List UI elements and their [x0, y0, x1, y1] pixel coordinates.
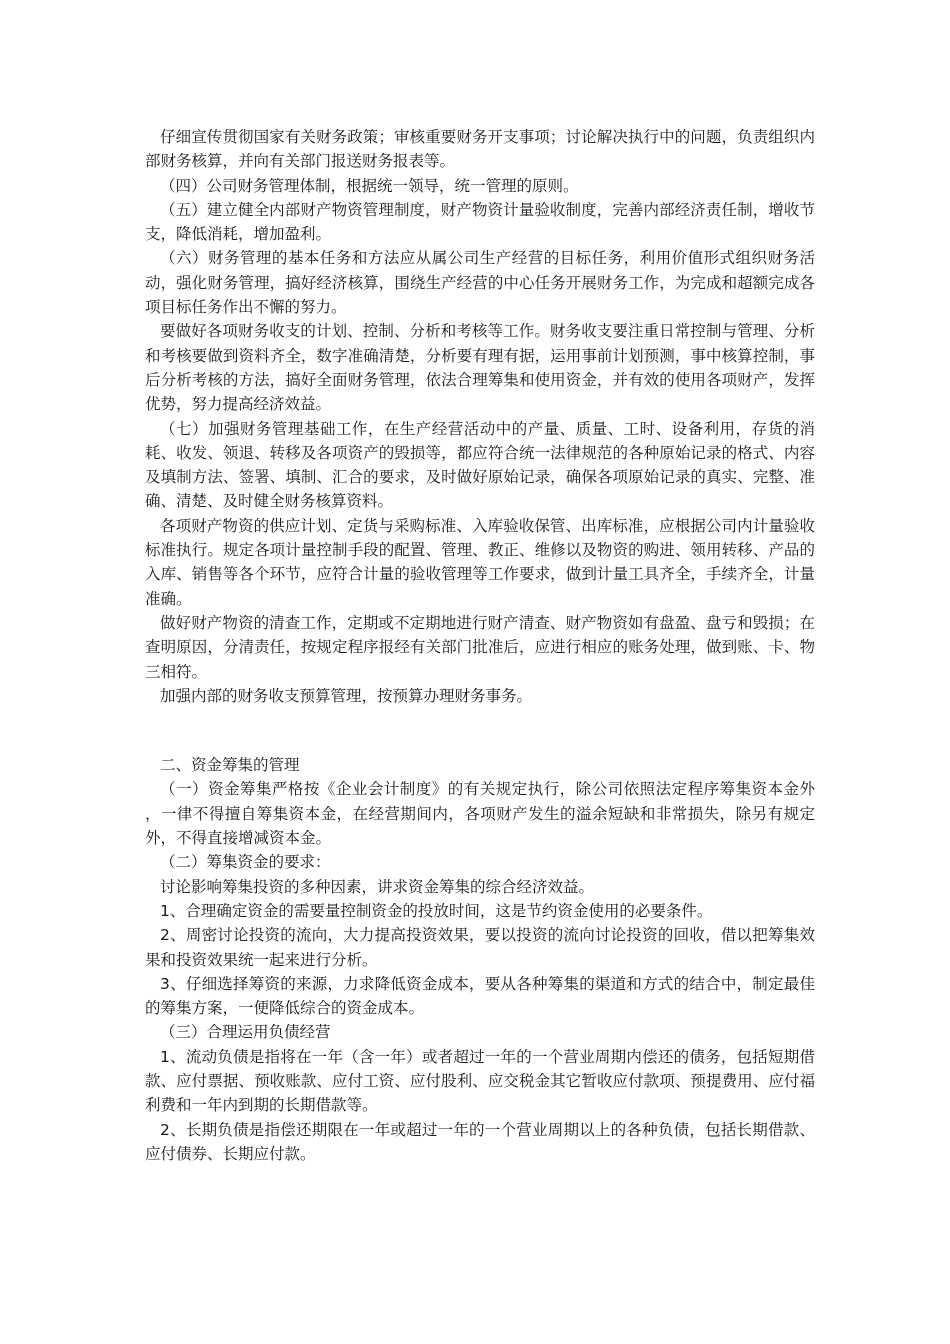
- paragraph-long-term-liabilities: 2、长期负债是指偿还期限在一年或超过一年的一个营业周期以上的各种负债，包括长期借款、应付债券、长期应付款。: [145, 1120, 815, 1163]
- paragraph-item-7: （七）加强财务管理基础工作，在生产经营活动中的产量、质量、工时、设备利用，存货的消耗、收发、领退、转移及各项资产的毁损等，都应符合统一法律规范的各种原始记录的格式、内容及填制方法、签署、填制、汇合的要求，及时做好原始记录，确保各项原始记录的真实、完整、准确、清楚、及时健全财务核算资料。: [145, 419, 815, 511]
- paragraph-item-6: （六）财务管理的基本任务和方法应从属公司生产经营的目标任务，利用价值形式组织财务活动，强化财务管理，搞好经济核算，围绕生产经营的中心任务开展财务工作，为完成和超额完成各项目标任务作出不懈的努力。: [145, 249, 815, 317]
- paragraph-item-5: （五）建立健全内部财产物资管理制度，财产物资计量验收制度，完善内部经济责任制，增收节支，降低消耗，增加盈利。: [145, 200, 815, 244]
- paragraph-current-liabilities: 1、流动负债是指将在一年（含一年）或者超过一年的一个营业周期内偿还的债务，包括短期借款、应付票据、预收账款、应付工资、应付股利、应交税金其它暂收应付款项、预提费用、应付福利费和一年内到期的长期借款等。: [145, 1047, 815, 1115]
- paragraph-item-4: （四）公司财务管理体制，根据统一领导，统一管理的原则。: [160, 176, 579, 195]
- document-body: [145, 125, 815, 1166]
- paragraph-fundraising-3: （三）合理运用负债经营: [160, 1023, 331, 1042]
- paragraph-budget-management: 加强内部的财务收支预算管理，按预算办理财务事务。: [160, 686, 533, 705]
- paragraph-inventory-check: 做好财产物资的清查工作，定期或不定期地进行财产清查、财产物资如有盘盈、盘亏和毁损；在查明原因，分清责任，按规定程序报经有关部门批准后，应进行相应的账务处理，做到账、卡、物三相符。: [145, 613, 815, 681]
- paragraph-duties: 仔细宣传贯彻国家有关财务政策；审核重要财务开支事项；讨论解决执行中的问题，负责组织内部财务核算，并向有关部门报送财务报表等。: [145, 128, 815, 171]
- paragraph-budget-control: 要做好各项财务收支的计划、控制、分析和考核等工作。财务收支要注重日常控制与管理、分析和考核要做到资料齐全，数字准确清楚，分析要有理有据，运用事前计划预测，事中核算控制，事后分析考核的方法，搞好全面财务管理，依法合理筹集和使用资金，并有效的使用各项财产，发挥优势，努力提高经济效益。: [145, 322, 815, 414]
- paragraph-fundraising-factors: 讨论影响筹集投资的多种因素，讲求资金筹集的综合经济效益。: [160, 877, 595, 896]
- paragraph-fundraising-1: （一）资金筹集严格按《企业会计制度》的有关规定执行，除公司依照法定程序筹集资本金外 ，一律不得擅自筹集资本金，在经营期间内，各项财产发生的溢余短缺和非常损失，除另有规定外，不得直接增减资本金。: [145, 780, 815, 848]
- section-spacer: [145, 708, 815, 753]
- paragraph-material-supply: 各项财产物资的供应计划、定货与采购标准、入库验收保管、出库标准，应根据公司内计量验收标准执行。规定各项计量控制手段的配置、管理、教正、维修以及物资的购进、领用转移、产品的入库、销售等各个环节，应符合计量的验收管理等工作要求，做到计量工具齐全，手续齐全，计量准确。: [145, 516, 815, 608]
- paragraph-fundraising-2: （二）筹集资金的要求：: [160, 853, 331, 872]
- section-heading-fundraising: 二、资金筹集的管理: [160, 756, 300, 775]
- paragraph-list-item-2: 2、周密讨论投资的流向，大力提高投资效果，要以投资的流向讨论投资的回收，借以把筹集效果和投资效果统一起来进行分析。: [145, 926, 815, 969]
- paragraph-list-item-3: 3、仔细选择筹资的来源，力求降低资金成本，要从各种筹集的渠道和方式的结合中，制定最佳的筹集方案，一便降低综合的资金成本。: [145, 974, 815, 1018]
- paragraph-list-item-1: 1、合理确定资金的需要量控制资金的投放时间，这是节约资金使用的必要条件。: [160, 901, 713, 920]
